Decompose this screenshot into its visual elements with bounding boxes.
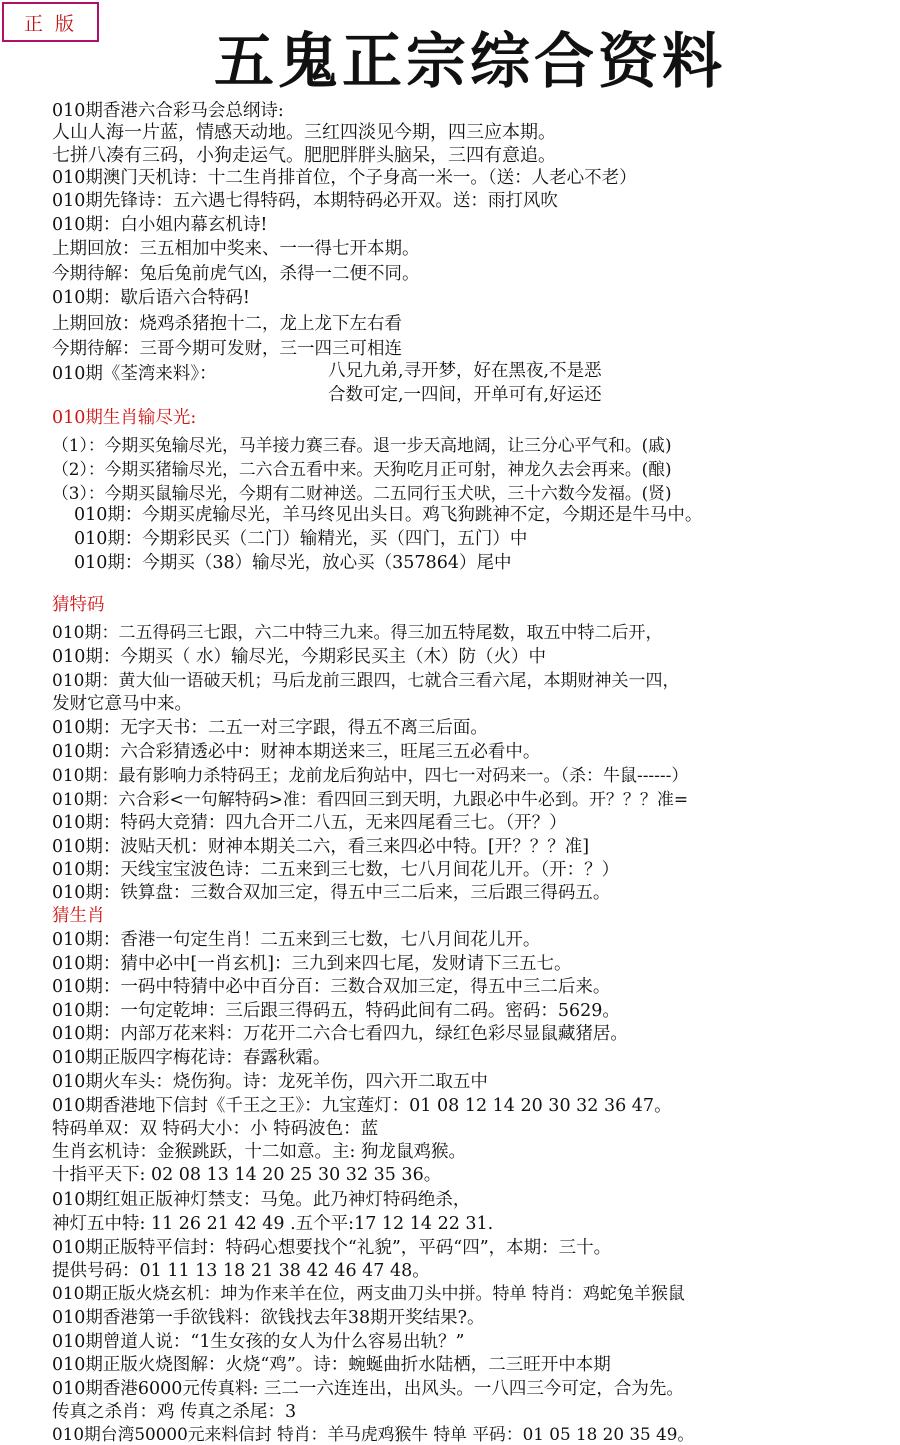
- text-line: 010期：铁算盘：三数合双加三定，得五中三二后来，三后跟三得码五。: [52, 883, 611, 903]
- text-line: 传真之杀肖：鸡 传真之杀尾：3: [52, 1402, 297, 1422]
- text-line: 010期：猜中必中[一肖玄机]：三九到来四七尾，发财请下三五七。: [52, 954, 572, 974]
- text-line: （1）：今期买兔输尽光，马羊接力赛三春。退一步天高地阔，让三分心平气和。(戚): [52, 435, 672, 455]
- text-line: 特码单双：双 特码大小：小 特码波色：蓝: [52, 1119, 379, 1139]
- text-line: 010期澳门天机诗：十二生肖排首位，个子身高一米一。（送：人老心不老）: [52, 168, 637, 188]
- text-line: 010期先锋诗：五六遇七得特码，本期特码必开双。送：雨打风吹: [52, 191, 558, 211]
- text-line: （3）：今期买鼠输尽光，今期有二财神送。二五同行玉犬吠，三十六数今发福。(贤): [52, 483, 672, 503]
- text-line: 010期香港六合彩马会总纲诗:: [52, 101, 284, 121]
- text-line: 今期待解：三哥今期可发财，三一四三可相连: [52, 339, 402, 359]
- text-line: 010期：无字天书：二五一对三字跟，得五不离三后面。: [52, 718, 488, 738]
- text-line: 010期：今期买（38）输尽光，放心买（357864）尾中: [74, 553, 512, 573]
- text-line: 今期待解：兔后兔前虎气凶，杀得一二便不同。: [52, 264, 420, 284]
- text-line: 010期曾道人说：“1生女孩的女人为什么容易出轨？”: [52, 1332, 465, 1352]
- text-line: 合数可定,一四间，开单可有,好运还: [328, 385, 602, 405]
- text-line: 010期：一句定乾坤：三后跟三得码五，特码此间有二码。密码：5629。: [52, 1001, 620, 1021]
- text-line: 010期正版特平信封：特码心想要找个“礼貌”，平码“四”，本期：三十。: [52, 1238, 612, 1258]
- text-line: 010期：今期买虎输尽光，羊马终见出头日。鸡飞狗跳神不定，今期还是牛马中。: [74, 505, 703, 525]
- text-line: 010期：最有影响力杀特码王；龙前龙后狗站中，四七一对码来一。（杀：牛鼠------）: [52, 766, 689, 786]
- text-line: 生肖玄机诗：金猴跳跃，十二如意。主: 狗龙鼠鸡猴。: [52, 1142, 466, 1162]
- text-line: 010期香港地下信封《千王之王》：九宝莲灯：01 08 12 14 20 30 32 36 47。: [52, 1096, 672, 1116]
- text-line: 010期：天线宝宝波色诗：二五来到三七数，七八月间花儿开。（开：？）: [52, 860, 620, 880]
- edition-badge: 正 版: [2, 2, 99, 42]
- text-line: 010期：二五得码三七跟，六二中特三九来。得三加五特尾数，取五中特二后开，: [52, 623, 663, 643]
- text-line: 010期：特码大竞猜：四九合开二八五，无来四尾看三七。（开？）: [52, 813, 567, 833]
- text-line: 010期香港6000元传真料: 三二一六连连出，出风头。一八四三今可定，合为先。: [52, 1379, 684, 1399]
- text-line: 上期回放：烧鸡杀猪抱十二，龙上龙下左右看: [52, 314, 402, 334]
- text-line: 010期香港第一手欲钱料：欲钱找去年38期开奖结果?。: [52, 1308, 485, 1328]
- text-line: 上期回放：三五相加中奖来、一一得七开本期。: [52, 239, 420, 259]
- text-line: 010期正版火烧玄机：坤为作来羊在位，两支曲刀头中拼。特单 特肖：鸡蛇兔羊猴鼠: [52, 1284, 685, 1304]
- text-line: 010期火车头：烧伤狗。诗：龙死羊伤，四六开二取五中: [52, 1072, 488, 1092]
- text-line: （2）：今期买猪输尽光，二六合五看中来。天狗吃月正可射，神龙久去会再来。(酿): [52, 459, 672, 479]
- text-line: 发财它意马中来。: [52, 694, 192, 714]
- section-heading: 猜特码: [52, 595, 105, 615]
- text-line: 010期：香港一句定生肖！二五来到三七数，七八月间花儿开。: [52, 930, 541, 950]
- text-line: 十指平天下: 02 08 13 14 20 25 30 32 35 36。: [52, 1165, 442, 1185]
- text-line: 神灯五中特: 11 26 21 42 49 .五个平:17 12 14 22 31.: [52, 1214, 494, 1234]
- section-heading: 010期生肖输尽光:: [52, 408, 197, 428]
- text-line: 010期红姐正版神灯禁支：马兔。此乃神灯特码绝杀，: [52, 1190, 471, 1210]
- text-line: 人山人海一片蓝，情感天动地。三红四淡见今期，四三应本期。: [52, 122, 556, 143]
- text-line: 010期：白小姐内幕玄机诗!: [52, 215, 268, 235]
- text-line: 010期：内部万花来料：万花开二六合七看四九，绿红色彩尽显鼠藏猪居。: [52, 1024, 628, 1044]
- section-heading: 猜生肖: [52, 906, 105, 926]
- text-line: 010期：今期彩民买（二门）输精光，买（四门，五门）中: [74, 529, 528, 549]
- text-line: 提供号码：01 11 13 18 21 38 42 46 47 48。: [52, 1261, 430, 1281]
- text-line: 七拼八凑有三码，小狗走运气。肥肥胖胖头脑呆，三四有意追。: [52, 145, 556, 166]
- text-line: 010期：波贴天机：财神本期关二六，看三来四必中特。[开？？？准]: [52, 837, 590, 857]
- text-line: 010期：今期买（ 水）输尽光，今期彩民买主（木）防（火）中: [52, 647, 546, 667]
- text-line: 010期《荃湾来料》：: [52, 364, 217, 384]
- text-line: 010期台湾50000元来料信封 特肖：羊马虎鸡猴牛 特单 平码：01 05 18 20 35 49。: [52, 1424, 695, 1444]
- text-line: 010期：一码中特猜中必中百分百：三数合双加三定，得五中三二后来。: [52, 977, 611, 997]
- text-line: 010期：六合彩<一句解特码>准：看四回三到天明，九跟必中牛必到。开？？？准=: [52, 790, 689, 810]
- page-title: 五鬼正宗综合资料: [214, 27, 726, 97]
- text-line: 010期正版四字梅花诗：春露秋霜。: [52, 1048, 331, 1068]
- text-line: 八兄九弟,寻开梦，好在黑夜,不是恶: [328, 361, 602, 381]
- text-line: 010期：黄大仙一语破天机；马后龙前三跟四，七就合三看六尾，本期财神关一四，: [52, 671, 680, 691]
- text-line: 010期正版火烧图解：火烧“鸡”。诗：蜿蜒曲折水陆栖，二三旺开中本期: [52, 1355, 611, 1375]
- text-line: 010期：歇后语六合特码!: [52, 288, 250, 308]
- text-line: 010期：六合彩猜透必中：财神本期送来三，旺尾三五必看中。: [52, 742, 541, 762]
